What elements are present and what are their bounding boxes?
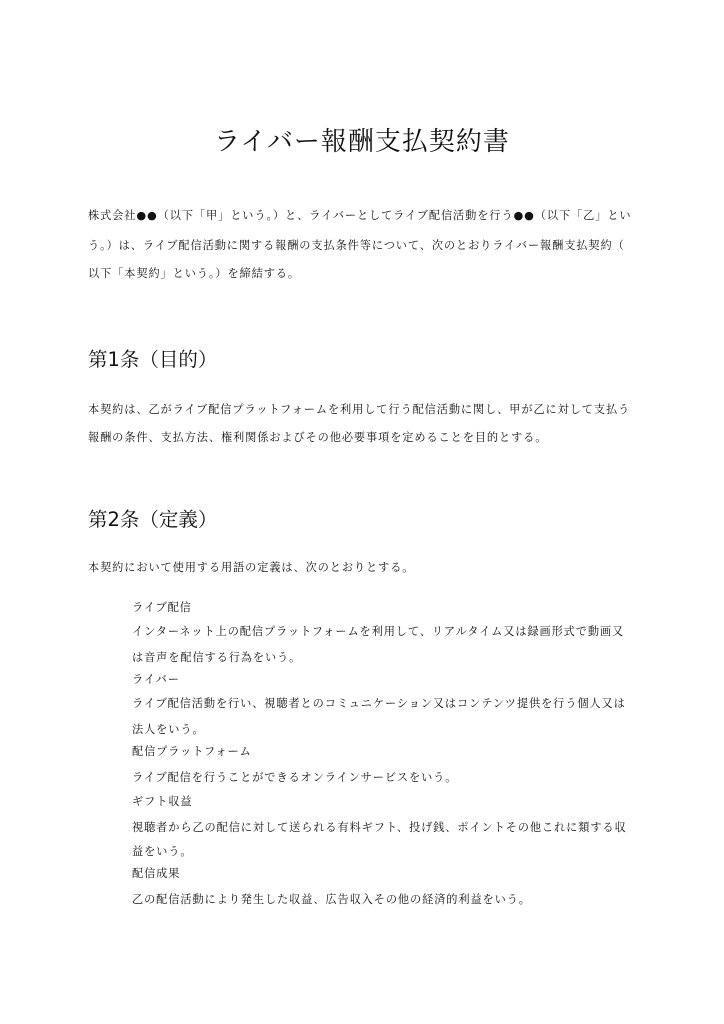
preamble-line: う。）は、ライブ配信活動に関する報酬の支払条件等について、次のとおりライバー報酬支払契約（ bbox=[88, 239, 625, 252]
article-1-heading: 第1条（目的） bbox=[88, 348, 218, 371]
definition-term: ライバー bbox=[132, 673, 180, 686]
definition-term: ギフト収益 bbox=[132, 795, 193, 808]
definition-description: は音声を配信する行為をいう。 bbox=[132, 651, 302, 664]
preamble-line: 以下「本契約」という。）を締結する。 bbox=[88, 267, 300, 280]
article-2-heading: 第2条（定義） bbox=[88, 508, 218, 531]
definition-description: 法人をいう。 bbox=[132, 723, 205, 736]
document-title: ライバー報酬支払契約書 bbox=[214, 127, 510, 157]
definition-term: 配信成果 bbox=[132, 867, 181, 880]
definition-description: ライブ配信を行うことができるオンラインサービスをいう。 bbox=[132, 771, 458, 784]
preamble-line: 株式会社●●（以下「甲」という。）と、ライバーとしてライブ配信活動を行う●●（以下「乙」とい bbox=[88, 209, 632, 222]
article-1-body-line: 報酬の条件、支払方法、権利関係およびその他必要事項を定めることを目的とする。 bbox=[88, 431, 548, 444]
article-1-body-line: 本契約は、乙がライブ配信プラットフォームを利用して行う配信活動に関し、甲が乙に対して支払う bbox=[88, 403, 631, 416]
definition-description: インターネット上の配信プラットフォームを利用して、リアルタイム又は録画形式で動画又 bbox=[132, 625, 625, 638]
definition-description: 益をいう。 bbox=[132, 845, 193, 858]
article-2-body-line: 本契約において使用する用語の定義は、次のとおりとする。 bbox=[88, 561, 415, 574]
definition-term: ライブ配信 bbox=[132, 601, 192, 614]
definition-description: 乙の配信活動により発生した収益、広告収入その他の経済的利益をいう。 bbox=[132, 893, 531, 906]
definition-term: 配信プラットフォーム bbox=[132, 745, 252, 758]
definition-description: 視聴者から乙の配信に対して送られる有料ギフト、投げ銭、ポイントその他これに類する収 bbox=[132, 821, 627, 834]
definition-description: ライブ配信活動を行い、視聴者とのコミュニケーション又はコンテンツ提供を行う個人又は bbox=[132, 697, 626, 710]
